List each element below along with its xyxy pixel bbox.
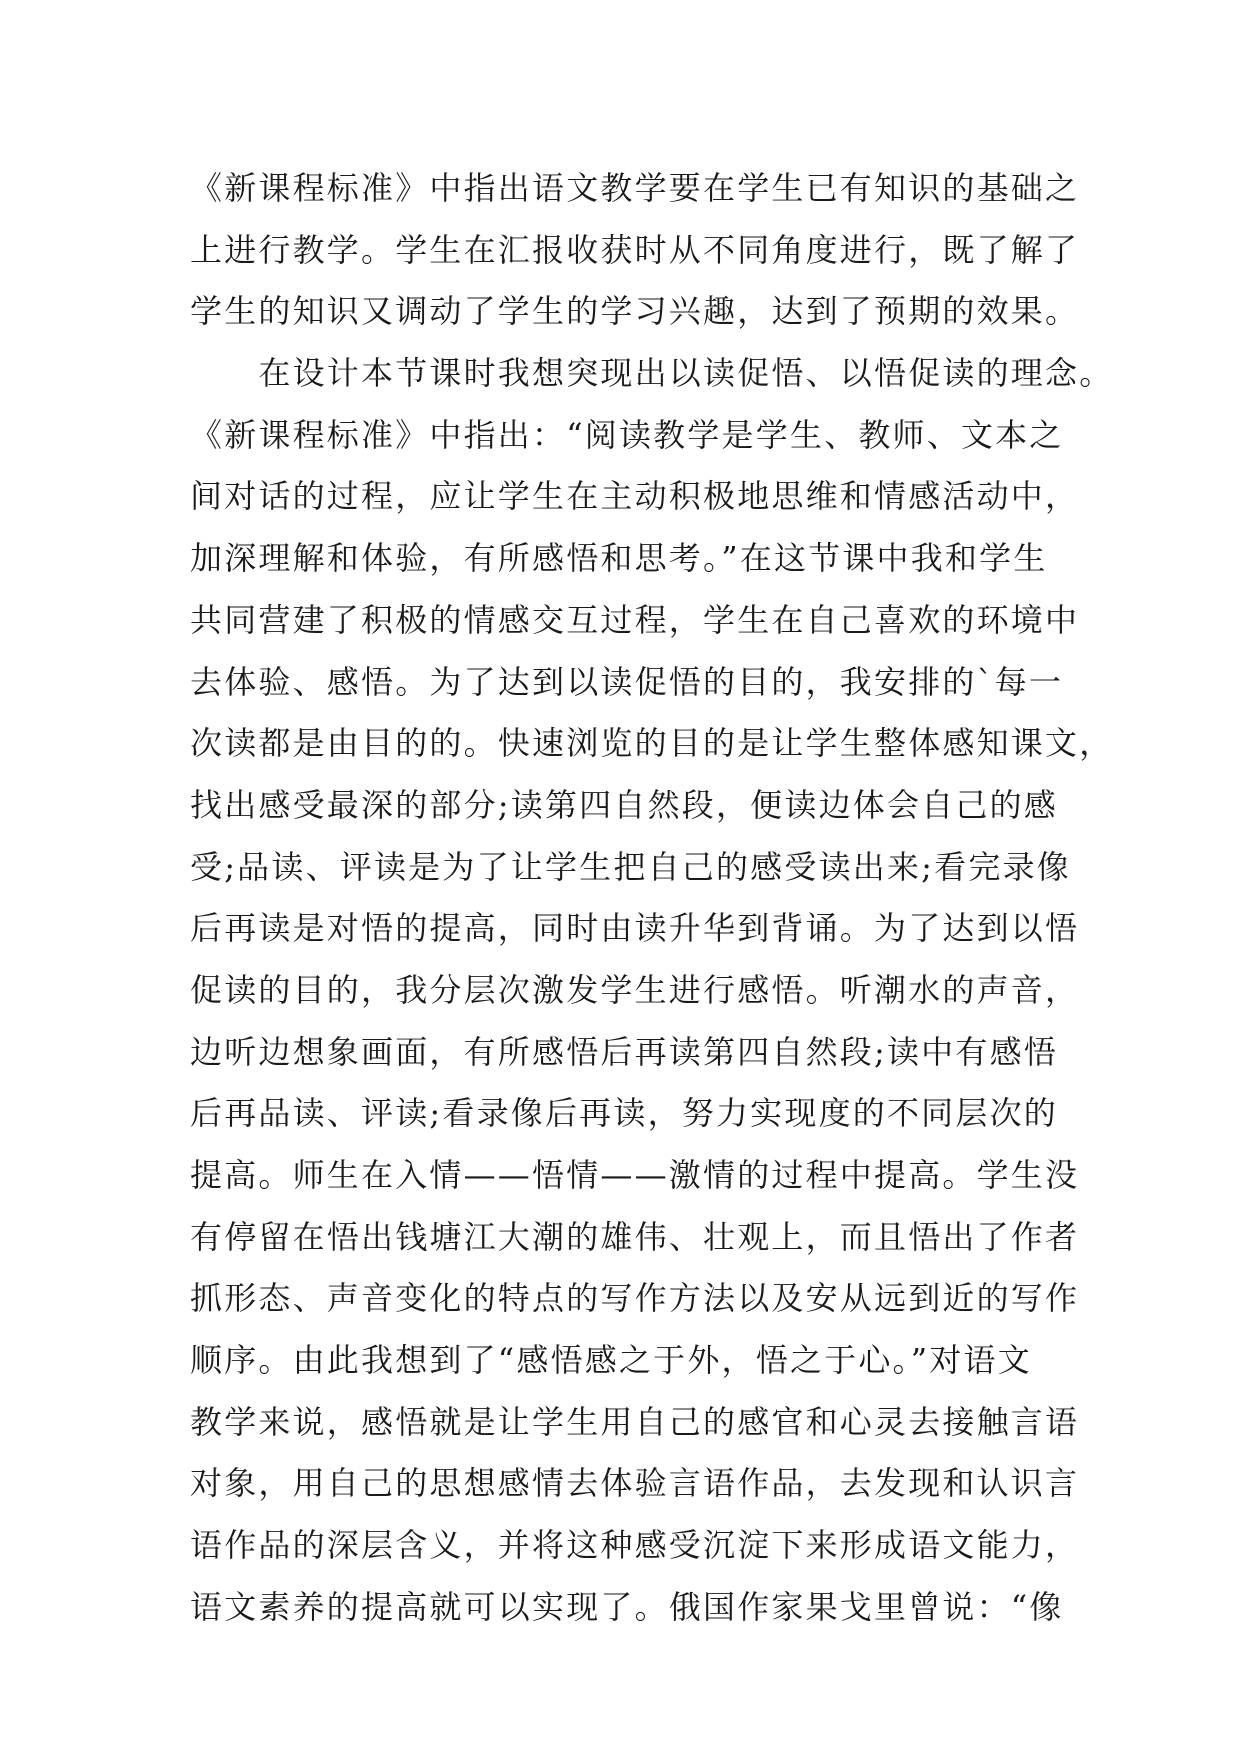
text-line: 有停留在悟出钱塘江大潮的雄伟、壮观上，而且悟出了作者 [190,1217,1080,1256]
text-line: 找出感受最深的部分;读第四自然段，便读边体会自己的感 [190,785,1058,824]
text-line: 次读都是由目的的。快速浏览的目的是让学生整体感知课文， [190,724,1114,763]
text-line: 后再读是对悟的提高，同时由读升华到背诵。为了达到以悟 [190,909,1080,948]
body-text [190,158,1114,1639]
text-line: 对象，用自己的思想感情去体验言语作品，去发现和认识言 [190,1464,1080,1503]
text-line: 边听边想象画面，有所感悟后再读第四自然段;读中有感悟 [190,1032,1058,1071]
text-line: 语文素养的提高就可以实现了。俄国作家果戈里曾说：“像 [190,1587,1064,1626]
text-line: 顺序。由此我想到了“感悟感之于外，悟之于心。”对语文 [190,1341,1032,1380]
text-line: 语作品的深层含义，并将这种感受沉淀下来形成语文能力， [190,1526,1080,1565]
text-line: 上进行教学。学生在汇报收获时从不同角度进行，既了解了 [190,230,1080,269]
text-line: 间对话的过程，应让学生在主动积极地思维和情感活动中， [190,477,1080,516]
text-line: 共同营建了积极的情感交互过程，学生在自己喜欢的环境中 [190,600,1080,639]
text-line: 教学来说，感悟就是让学生用自己的感官和心灵去接触言语 [190,1402,1080,1441]
text-line: 在设计本节课时我想突现出以读促悟、以悟促读的理念。 [190,354,1114,393]
text-line: 《新课程标准》中指出语文教学要在学生已有知识的基础之 [190,169,1080,207]
text-line: 后再品读、评读;看录像后再读，努力实现度的不同层次的 [190,1094,1058,1133]
text-line: 学生的知识又调动了学生的学习兴趣，达到了预期的效果。 [190,292,1080,331]
text-line: 促读的目的，我分层次激发学生进行感悟。听潮水的声音， [190,970,1080,1009]
text-line: 《新课程标准》中指出：“阅读教学是学生、教师、文本之 [190,415,1064,454]
text-line: 受;品读、评读是为了让学生把自己的感受读出来;看完录像 [190,847,1071,886]
text-line: 抓形态、声音变化的特点的写作方法以及安从远到近的写作 [190,1279,1080,1318]
text-line: 加深理解和体验，有所感悟和思考。”在这节课中我和学生 [190,539,1048,578]
text-line: 去体验、感悟。为了达到以读促悟的目的，我安排的`每一 [190,662,1064,701]
text-line: 提高。师生在入情——悟情——激情的过程中提高。学生没 [190,1156,1080,1194]
